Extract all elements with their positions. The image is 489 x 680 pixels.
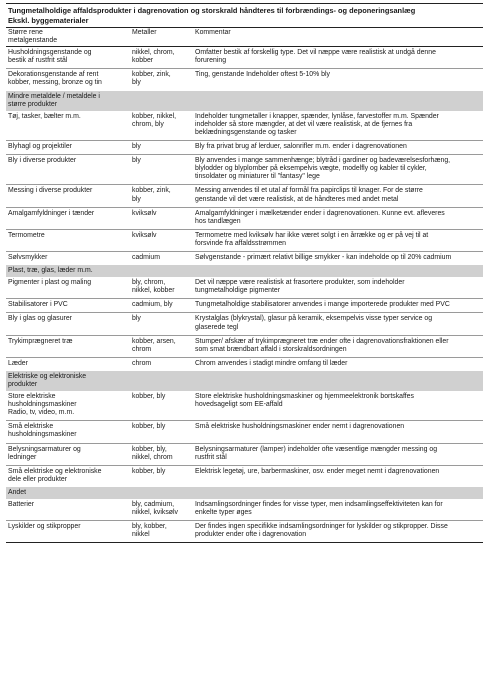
header-col-comment: Kommentar <box>193 28 483 47</box>
table-row <box>6 357 483 371</box>
section-label-line: Mindre metaldele / metaldele i <box>8 92 100 100</box>
section-header-row <box>6 265 483 277</box>
metals-cell <box>130 69 193 91</box>
comment-cell-line: Tungmetalholdige stabilisatorer anvendes i mange importerede produkter med PVC <box>195 301 450 309</box>
table-row <box>6 465 483 487</box>
table-row <box>6 299 483 313</box>
comment-cell <box>193 111 483 141</box>
product-cell-line: Dekorationsgenstande af rent <box>8 71 99 79</box>
product-cell-line: bestik af rustfrit stål <box>8 57 68 65</box>
comment-cell <box>193 421 483 443</box>
comment-cell <box>193 299 483 313</box>
metals-cell <box>130 313 193 335</box>
section-header-row <box>6 371 483 391</box>
section-label-line: produkter <box>8 381 38 388</box>
comment-cell-line: Omfatter bestik af forskellig type. Det vil næppe være realistisk at undgå denne <box>195 49 436 57</box>
comment-cell-line: beklædningsgenstande og tasker <box>195 128 297 136</box>
metals-cell <box>130 229 193 251</box>
metals-cell <box>130 391 193 421</box>
metals-cell-line: kobber, zink, <box>132 187 171 195</box>
product-cell-line: Lyskilder og stikpropper <box>8 523 81 531</box>
table-row <box>6 185 483 207</box>
metals-cell-line: kobber, bly <box>132 423 166 431</box>
section-header-row <box>6 91 483 111</box>
metals-cell <box>130 299 193 313</box>
comment-cell-line: produkter ender ofte i dagrenovation <box>195 531 307 539</box>
metals-cell-line: kviksølv <box>132 231 157 239</box>
comment-cell-line: Små elektriske husholdningsmaskiner ender nemt i dagrenovationen <box>195 423 405 431</box>
comment-cell-line: hos tandlægen <box>195 217 241 225</box>
product-cell <box>6 299 130 313</box>
product-cell-line: Store elektriske <box>8 393 56 401</box>
product-cell-line: Bly i glas og glasurer <box>8 315 72 323</box>
comment-cell-line: tinsoldater og miniaturer til "fantasy" lege <box>195 173 320 181</box>
product-cell-line: Tøj, tasker, bælter m.m. <box>8 112 81 120</box>
comment-cell <box>193 155 483 185</box>
metals-cell-line: kviksølv <box>132 209 157 217</box>
comment-cell-line: indeholder så store mængder, at det vil være realistisk, at de fjernes fra <box>195 120 413 128</box>
title-line-1: Tungmetalholdige affaldsprodukter i dagrenovation og storskrald håndteres til forbrændings- og deponeringsanlæg <box>8 6 416 15</box>
metals-cell-line: chrom, bly <box>132 120 164 128</box>
metals-cell-line: kobber, zink, <box>132 71 171 79</box>
comment-cell <box>193 335 483 357</box>
header-col-metals: Metaller <box>130 28 193 47</box>
metals-cell-line: cadmium <box>132 253 160 261</box>
comment-cell-line: hovedsageligt som EE-affald <box>195 401 283 409</box>
product-cell <box>6 251 130 265</box>
product-cell-line: Læder <box>8 359 28 367</box>
metals-cell <box>130 141 193 155</box>
product-cell <box>6 421 130 443</box>
comment-cell-line: Krystalglas (blykrystal), glasur på keramik, eksempelvis visse typer service og <box>195 315 433 323</box>
metals-cell-line: kobber, bly, <box>132 445 167 453</box>
metals-cell <box>130 335 193 357</box>
comment-cell <box>193 185 483 207</box>
comment-cell-line: Amalgamfyldninger i mælketænder ender i dagrenovationen. Kunne evt. afleveres <box>195 209 445 217</box>
comment-cell-line: forsvinde fra affaldsstrømmen <box>195 239 287 247</box>
product-cell <box>6 357 130 371</box>
product-cell <box>6 155 130 185</box>
product-cell-line: husholdningsmaskiner <box>8 401 77 409</box>
product-cell-line: Bly i diverse produkter <box>8 157 77 165</box>
metals-cell-line: bly, chrom, <box>132 279 166 287</box>
comment-cell-line: Chrom anvendes i stadigt mindre omfang til læder <box>195 359 348 367</box>
product-cell-line: Termometre <box>8 231 45 239</box>
table-row <box>6 335 483 357</box>
metal-waste-table <box>6 28 483 543</box>
product-cell <box>6 47 130 69</box>
metals-cell <box>130 465 193 487</box>
metals-cell-line: nikkel, kobber <box>132 287 175 295</box>
comment-cell <box>193 251 483 265</box>
product-cell-line: Amalgamfyldninger i tænder <box>8 209 95 217</box>
section-label <box>6 265 483 277</box>
metals-cell-line: nikkel, chrom <box>132 453 173 461</box>
metals-cell-line: kobber, arsen, <box>132 337 176 345</box>
section-label-line: Plast, træ, glas, læder m.m. <box>8 267 93 275</box>
comment-cell <box>193 521 483 543</box>
table-row <box>6 421 483 443</box>
metals-cell <box>130 111 193 141</box>
comment-cell-line: Messing anvendes til et utal af formål fra papirclips til knager. For de større <box>195 187 423 195</box>
comment-cell-line: Ting, genstande Indeholder oftest 5-10% bly <box>195 71 330 79</box>
table-row <box>6 251 483 265</box>
product-cell <box>6 207 130 229</box>
product-cell-line: Trykimprægneret træ <box>8 337 73 345</box>
table-row <box>6 47 483 69</box>
metals-cell-line: chrom <box>132 345 152 353</box>
metals-cell <box>130 357 193 371</box>
title-line-2: Ekskl. byggematerialer <box>8 15 89 25</box>
comment-cell-line: blylodder og blyplomber på eksempelvis vægte, modelfly og kabler til cykler, <box>195 165 427 173</box>
table-row <box>6 499 483 521</box>
comment-cell-line: Det vil næppe være realistisk at frasortere produkter, som indeholder <box>195 279 405 287</box>
metals-cell <box>130 421 193 443</box>
product-cell-line: Sølvsmykker <box>8 253 48 261</box>
section-label <box>6 91 483 111</box>
product-cell <box>6 499 130 521</box>
product-cell <box>6 521 130 543</box>
product-cell-line: Små elektriske <box>8 423 54 431</box>
comment-cell <box>193 357 483 371</box>
comment-cell-line: Belysningsarmaturer (lamper) indeholder ofte væsentlige mængder messing og <box>195 445 438 453</box>
product-cell <box>6 313 130 335</box>
product-cell-line: Batterier <box>8 501 35 509</box>
comment-cell <box>193 499 483 521</box>
metals-cell <box>130 207 193 229</box>
metals-cell-line: nikkel, chrom, <box>132 49 175 57</box>
product-cell <box>6 335 130 357</box>
comment-cell-line: Sølvgenstande - primært relativt billige smykker - kan indeholde op til 20% cadmium <box>195 253 452 261</box>
metals-cell-line: bly, cadmium, <box>132 501 174 509</box>
comment-cell-line: forurening <box>195 57 227 65</box>
comment-cell-line: tungmetalholdige pigmenter <box>195 287 281 295</box>
document-page <box>6 3 483 543</box>
product-cell <box>6 141 130 155</box>
comment-cell <box>193 313 483 335</box>
table-row <box>6 443 483 465</box>
section-header-row <box>6 487 483 499</box>
comment-cell-line: Termometre med kviksølv har ikke været solgt i en årrække og er på vej til at <box>195 231 429 239</box>
comment-cell-line: Stumper/ afskær af trykimprægneret træ ender ofte i dagrenovationsfraktionen eller <box>195 337 449 345</box>
product-cell-line: Blyhagl og projektiler <box>8 143 72 151</box>
comment-cell <box>193 207 483 229</box>
comment-cell-line: Elektrisk legetøj, ure, barbermaskiner, osv. ender meget nemt i dagrenovationen <box>195 467 440 475</box>
metals-cell <box>130 155 193 185</box>
comment-cell-line: Bly fra privat brug af lerduer, salonrifler m.m. ender i dagrenovationen <box>195 143 407 151</box>
metals-cell-line: nikkel <box>132 531 150 539</box>
comment-cell-line: Indeholder tungmetaller i knapper, spænder, lynlåse, farvestoffer m.m. Spænder <box>195 112 439 120</box>
metals-cell <box>130 185 193 207</box>
product-cell-line: Stabilisatorer i PVC <box>8 301 68 309</box>
header-col-1 <box>6 28 130 47</box>
comment-cell-line: rustfrit stål <box>195 453 227 461</box>
metals-cell-line: bly <box>132 195 141 203</box>
table-row <box>6 313 483 335</box>
product-cell-line: Husholdningsgenstande og <box>8 49 92 57</box>
product-cell-line: dele eller produkter <box>8 475 67 483</box>
metals-cell-line: kobber, nikkel, <box>132 112 177 120</box>
product-cell <box>6 443 130 465</box>
table-row <box>6 391 483 421</box>
comment-cell <box>193 277 483 299</box>
metals-cell-line: nikkel, kviksølv <box>132 509 178 517</box>
table-row <box>6 155 483 185</box>
comment-cell-line: Der findes ingen specifikke indsamlingsordninger for lyskilder og stikpropper. Disse <box>195 523 448 531</box>
table-row <box>6 111 483 141</box>
metals-cell <box>130 251 193 265</box>
section-label-line: større produkter <box>8 100 58 108</box>
table-row <box>6 69 483 91</box>
product-cell <box>6 465 130 487</box>
metals-cell <box>130 443 193 465</box>
header-col-1-line-1: Større rene <box>8 29 43 36</box>
metals-cell-line: kobber <box>132 57 154 65</box>
product-cell-line: husholdningsmaskiner <box>8 431 77 439</box>
metals-cell <box>130 499 193 521</box>
product-cell <box>6 277 130 299</box>
section-label <box>6 371 483 391</box>
comment-cell-line: Bly anvendes i mange sammenhænge; blytråd i gardiner og badeværelsesforhæng, <box>195 157 451 165</box>
product-cell-line: Belysningsarmaturer og <box>8 445 81 453</box>
product-cell <box>6 111 130 141</box>
table-title <box>6 3 483 28</box>
comment-cell <box>193 229 483 251</box>
metals-cell-line: bly <box>132 143 141 151</box>
table-row <box>6 207 483 229</box>
section-label-line: Elektriske og elektroniske <box>8 372 87 380</box>
comment-cell-line: som smat brændbart affald i storskraldsordningen <box>195 345 347 353</box>
metals-cell-line: kobber, bly <box>132 393 166 401</box>
comment-cell-line: genstande vil det være realistisk, at de håndteres med andet metal <box>195 195 399 203</box>
metals-cell-line: bly <box>132 315 141 323</box>
metals-cell-line: cadmium, bly <box>132 301 173 309</box>
table-row <box>6 141 483 155</box>
metals-cell-line: bly <box>132 157 141 165</box>
comment-cell <box>193 465 483 487</box>
product-cell <box>6 391 130 421</box>
header-row <box>6 28 483 47</box>
comment-cell <box>193 69 483 91</box>
metals-cell-line: chrom <box>132 359 152 367</box>
product-cell-line: Radio, tv, video, m.m. <box>8 409 75 417</box>
table-row <box>6 229 483 251</box>
comment-cell-line: glaserede tegl <box>195 323 239 331</box>
comment-cell <box>193 141 483 155</box>
metals-cell <box>130 277 193 299</box>
section-label <box>6 487 483 499</box>
table-row <box>6 521 483 543</box>
comment-cell-line: enkelte typer øges <box>195 509 252 517</box>
comment-cell-line: Indsamlingsordninger findes for visse typer, men indsamlingseffektiviteten kan for <box>195 501 443 509</box>
product-cell-line: Pigmenter i plast og maling <box>8 279 92 287</box>
comment-cell <box>193 47 483 69</box>
product-cell <box>6 185 130 207</box>
metals-cell <box>130 47 193 69</box>
product-cell-line: Messing i diverse produkter <box>8 187 93 195</box>
product-cell-line: kobber, messing, bronze og tin <box>8 79 102 87</box>
metals-cell-line: kobber, bly <box>132 467 166 475</box>
header-col-1-line-2: metalgenstande <box>8 37 58 45</box>
comment-cell <box>193 391 483 421</box>
comment-cell-line: Store elektriske husholdningsmaskiner og hjemmeelektronik bortskaffes <box>195 393 414 401</box>
product-cell <box>6 229 130 251</box>
table-row <box>6 277 483 299</box>
table-body <box>6 28 483 543</box>
metals-cell-line: bly <box>132 79 141 87</box>
product-cell-line: ledninger <box>8 453 37 461</box>
comment-cell <box>193 443 483 465</box>
metals-cell-line: bly, kobber, <box>132 523 167 531</box>
product-cell-line: Små elektriske og elektroniske <box>8 467 102 475</box>
section-label-line: Andet <box>8 488 27 496</box>
metals-cell <box>130 521 193 543</box>
product-cell <box>6 69 130 91</box>
